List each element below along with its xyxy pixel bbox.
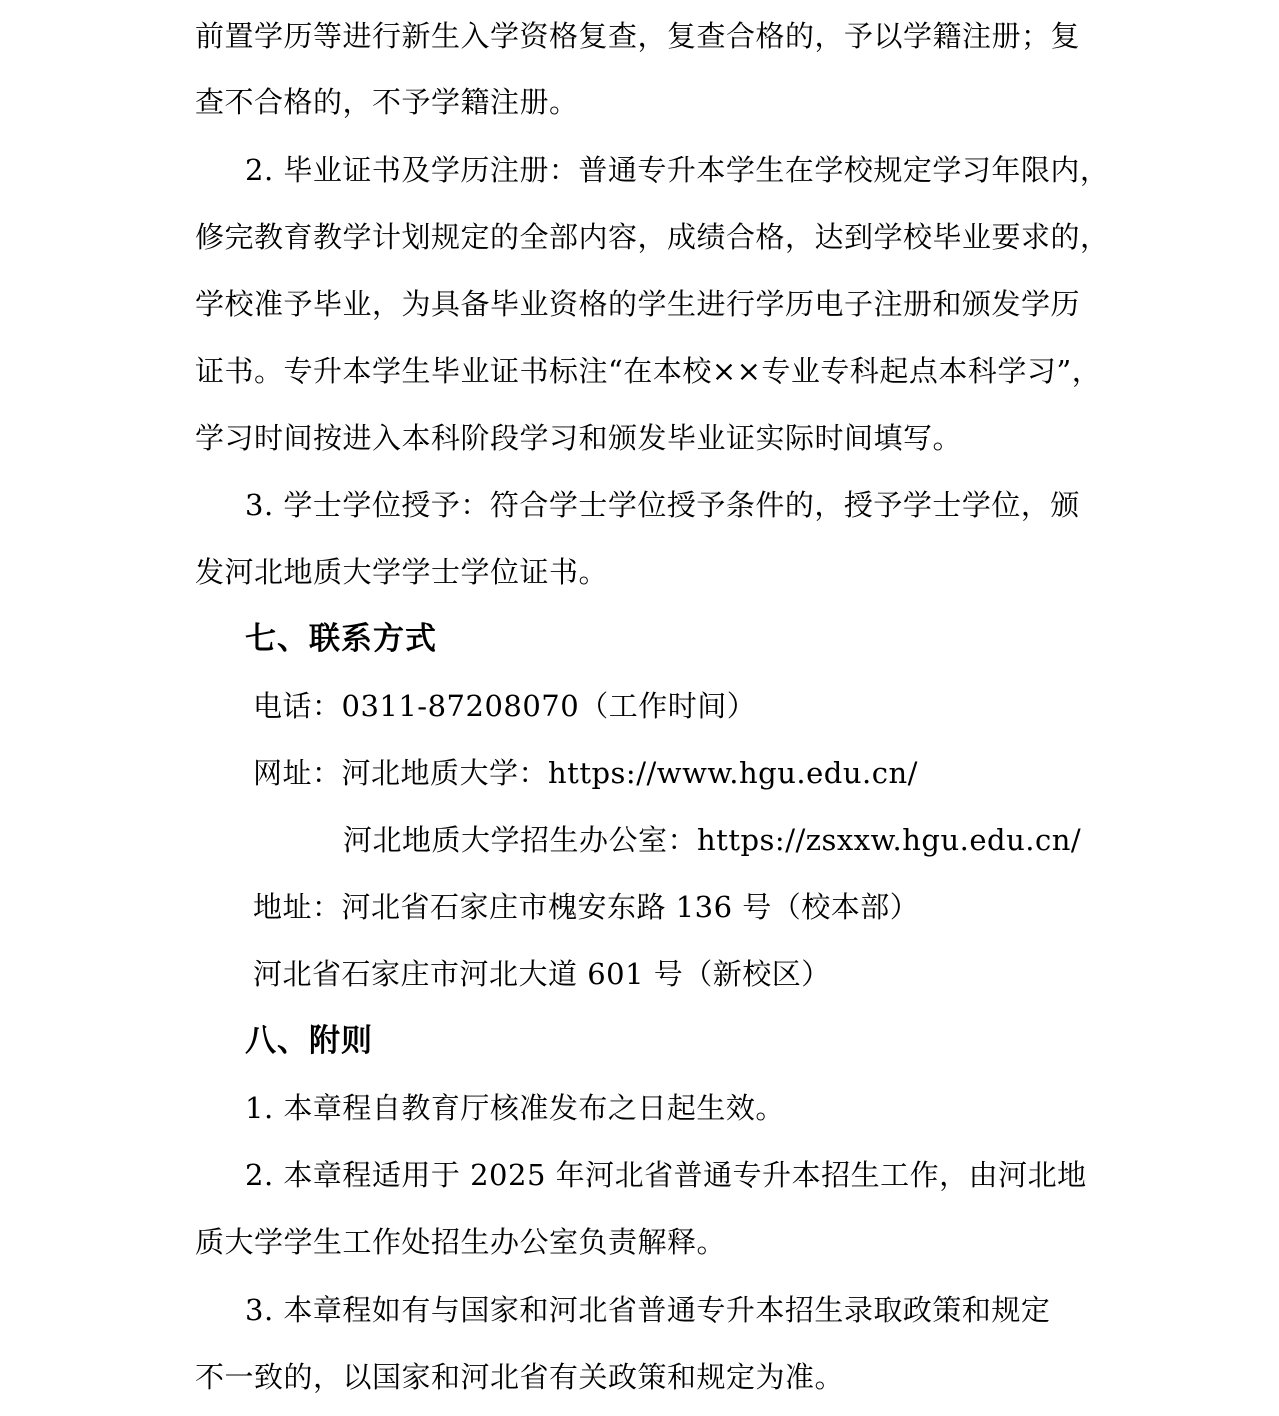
section-heading-contact: 七、联系方式 — [245, 621, 437, 657]
section-heading-appendix: 八、附则 — [245, 1023, 373, 1059]
paragraph-line: 学校准予毕业，为具备毕业资格的学生进行学历电子注册和颁发学历 — [195, 287, 1081, 321]
paragraph-line: 3. 本章程如有与国家和河北省普通专升本招生录取政策和规定 — [245, 1293, 1051, 1327]
paragraph-line: 不一致的，以国家和河北省有关政策和规定为准。 — [195, 1360, 845, 1394]
paragraph-line: 2. 毕业证书及学历注册：普通专升本学生在学校规定学习年限内， — [245, 153, 1110, 187]
paragraph-line: 发河北地质大学学士学位证书。 — [195, 555, 609, 589]
paragraph-line: 3. 学士学位授予：符合学士学位授予条件的，授予学士学位，颁 — [245, 488, 1080, 522]
contact-address-new: 河北省石家庄市河北大道 601 号（新校区） — [253, 957, 831, 991]
paragraph-line: 质大学学生工作处招生办公室负责解释。 — [195, 1225, 727, 1259]
paragraph-line: 修完教育教学计划规定的全部内容，成绩合格，达到学校毕业要求的， — [195, 220, 1110, 254]
paragraph-line: 证书。专升本学生毕业证书标注“在本校××专业专科起点本科学习”， — [195, 354, 1102, 388]
paragraph-line: 学习时间按进入本科阶段学习和颁发毕业证实际时间填写。 — [195, 421, 963, 455]
contact-website-admissions: 河北地质大学招生办公室：https://zsxxw.hgu.edu.cn/ — [343, 823, 1082, 857]
contact-website: 网址：河北地质大学：https://www.hgu.edu.cn/ — [253, 756, 918, 790]
paragraph-line: 2. 本章程适用于 2025 年河北省普通专升本招生工作，由河北地 — [245, 1158, 1087, 1192]
paragraph-line: 查不合格的，不予学籍注册。 — [195, 85, 579, 119]
contact-address-main: 地址：河北省石家庄市槐安东路 136 号（校本部） — [253, 890, 920, 924]
contact-phone: 电话：0311-87208070（工作时间） — [253, 689, 757, 723]
paragraph-line: 1. 本章程自教育厅核准发布之日起生效。 — [245, 1091, 785, 1125]
paragraph-line: 前置学历等进行新生入学资格复查，复查合格的，予以学籍注册；复 — [195, 19, 1081, 53]
